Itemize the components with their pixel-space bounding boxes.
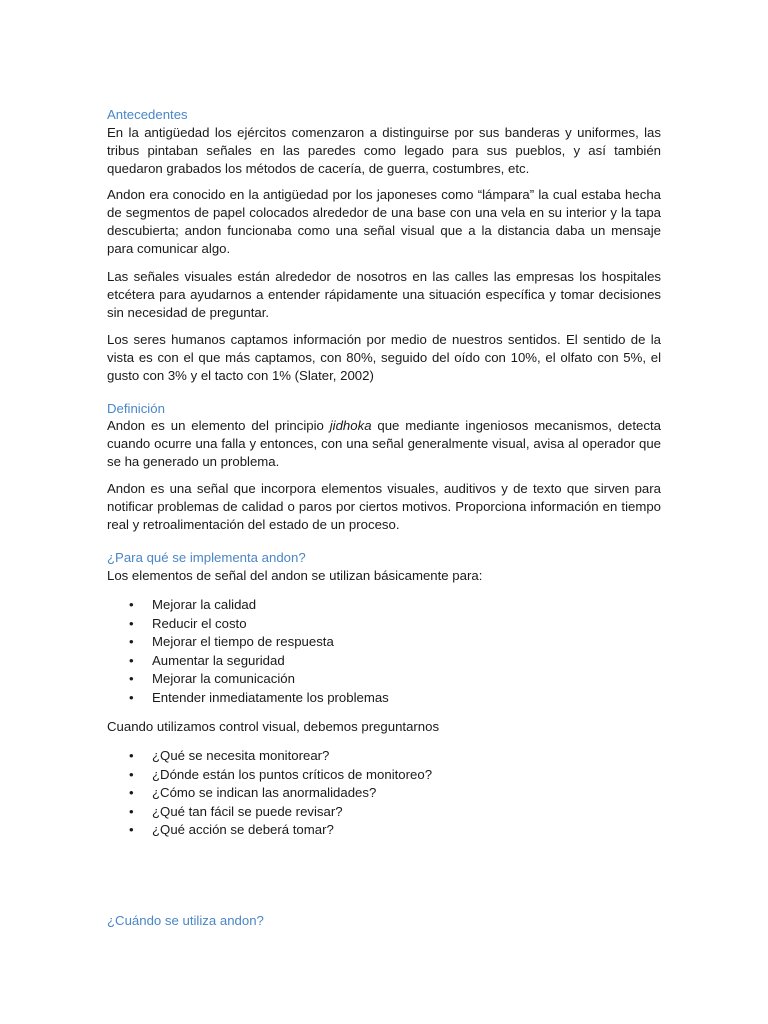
bullet-icon: •: [129, 597, 134, 612]
list-item-text: Entender inmediatamente los problemas: [152, 689, 389, 705]
list-item-text: Mejorar el tiempo de respuesta: [152, 634, 334, 650]
paragraph-antecedentes-2: Andon era conocido en la antigüedad por los japoneses como “lámpara” la cual estaba hecha de segmentos de papel colocados alrededor de una base con una vela en su interior y la tapa descubierta; andon funcionaba como una señal visual que a la distancia daba un mensaje para comunicar algo.: [107, 187, 661, 256]
list-item-text: Reducir el costo: [152, 615, 247, 631]
bullet-icon: •: [129, 748, 134, 763]
bullet-icon: •: [129, 634, 134, 650]
list-item: [107, 766, 661, 785]
paragraph-antecedentes-1: En la antigüedad los ejércitos comenzaron a distinguirse por sus banderas y uniformes, las tribus pintaban señales en las paredes como legado para sus pueblos, y así también quedaron grabados los métodos de cacería, de guerra, costumbres, etc.: [107, 125, 661, 176]
list-item-text: Mejorar la calidad: [152, 597, 257, 612]
list-item-text: ¿Cómo se indican las anormalidades?: [152, 785, 377, 801]
bullet-icon: •: [129, 766, 134, 782]
heading-antecedentes: Antecedentes: [107, 107, 188, 122]
bullet-list-purposes: [107, 596, 661, 708]
list-item: [107, 747, 661, 766]
paragraph-definicion-2: Andon es una señal que incorpora elementos visuales, auditivos y de texto que sirven para notificar problemas de calidad o paros por ciertos motivos. Proporciona información en tiempo real y retroalimentación del estado de un proceso.: [107, 481, 661, 532]
list-item-text: ¿Qué se necesita monitorear?: [152, 748, 330, 763]
paragraph-definicion-1-end: que mediante ingeniosos mecanismos, detecta cuando ocurre una falla y entonces, con una señal generalmente visual, avisa al operador que se ha generado un problema.: [107, 418, 661, 469]
paragraph-definicion-1: [107, 417, 661, 471]
list-item-text: ¿Qué tan fácil se puede revisar?: [152, 803, 343, 819]
bullet-icon: •: [129, 785, 134, 801]
heading-cuando: ¿Cuándo se utiliza andon?: [107, 913, 264, 928]
list-item: [107, 821, 661, 840]
paragraph-para-que-intro: Los elementos de señal del andon se utilizan básicamente para:: [107, 568, 483, 583]
bullet-list-questions: [107, 747, 661, 840]
bullet-icon: •: [129, 652, 134, 668]
bullet-icon: •: [129, 803, 134, 819]
list-item: [107, 784, 661, 803]
bullet-icon: •: [129, 689, 134, 705]
paragraph-antecedentes-4: Los seres humanos captamos información por medio de nuestros sentidos. El sentido de la vista es con el que más captamos, con 80%, seguido del oído con 10%, el olfato con 5%, el gusto con 3% y el tacto con 1% (Slater, 2002): [107, 332, 661, 383]
list-item: [107, 803, 661, 822]
list-item: [107, 633, 661, 652]
list-item: [107, 670, 661, 689]
heading-definicion: Definición: [107, 401, 165, 416]
paragraph-control-visual: Cuando utilizamos control visual, debemos preguntarnos: [107, 719, 440, 734]
paragraph-definicion-1-emphasis: jidhoka: [329, 418, 372, 433]
list-item-text: ¿Dónde están los puntos críticos de monitoreo?: [152, 766, 433, 782]
bullet-icon: •: [129, 671, 134, 687]
list-item: [107, 652, 661, 671]
paragraph-definicion-1-start: Andon es un elemento del principio: [107, 418, 330, 433]
list-item: [107, 689, 661, 708]
paragraph-antecedentes-3: Las señales visuales están alrededor de nosotros en las calles las empresas los hospitales etcétera para ayudarnos a entender rápidamente una situación específica y tomar decisiones sin necesidad de preguntar.: [107, 269, 661, 320]
bullet-icon: •: [129, 615, 134, 631]
bullet-icon: •: [129, 822, 134, 838]
list-item-text: Mejorar la comunicación: [152, 671, 295, 687]
list-item-text: Aumentar la seguridad: [152, 652, 285, 668]
list-item: [107, 596, 661, 615]
heading-para-que: ¿Para qué se implementa andon?: [107, 550, 306, 565]
list-item-text: ¿Qué acción se deberá tomar?: [152, 822, 334, 838]
list-item: [107, 615, 661, 634]
